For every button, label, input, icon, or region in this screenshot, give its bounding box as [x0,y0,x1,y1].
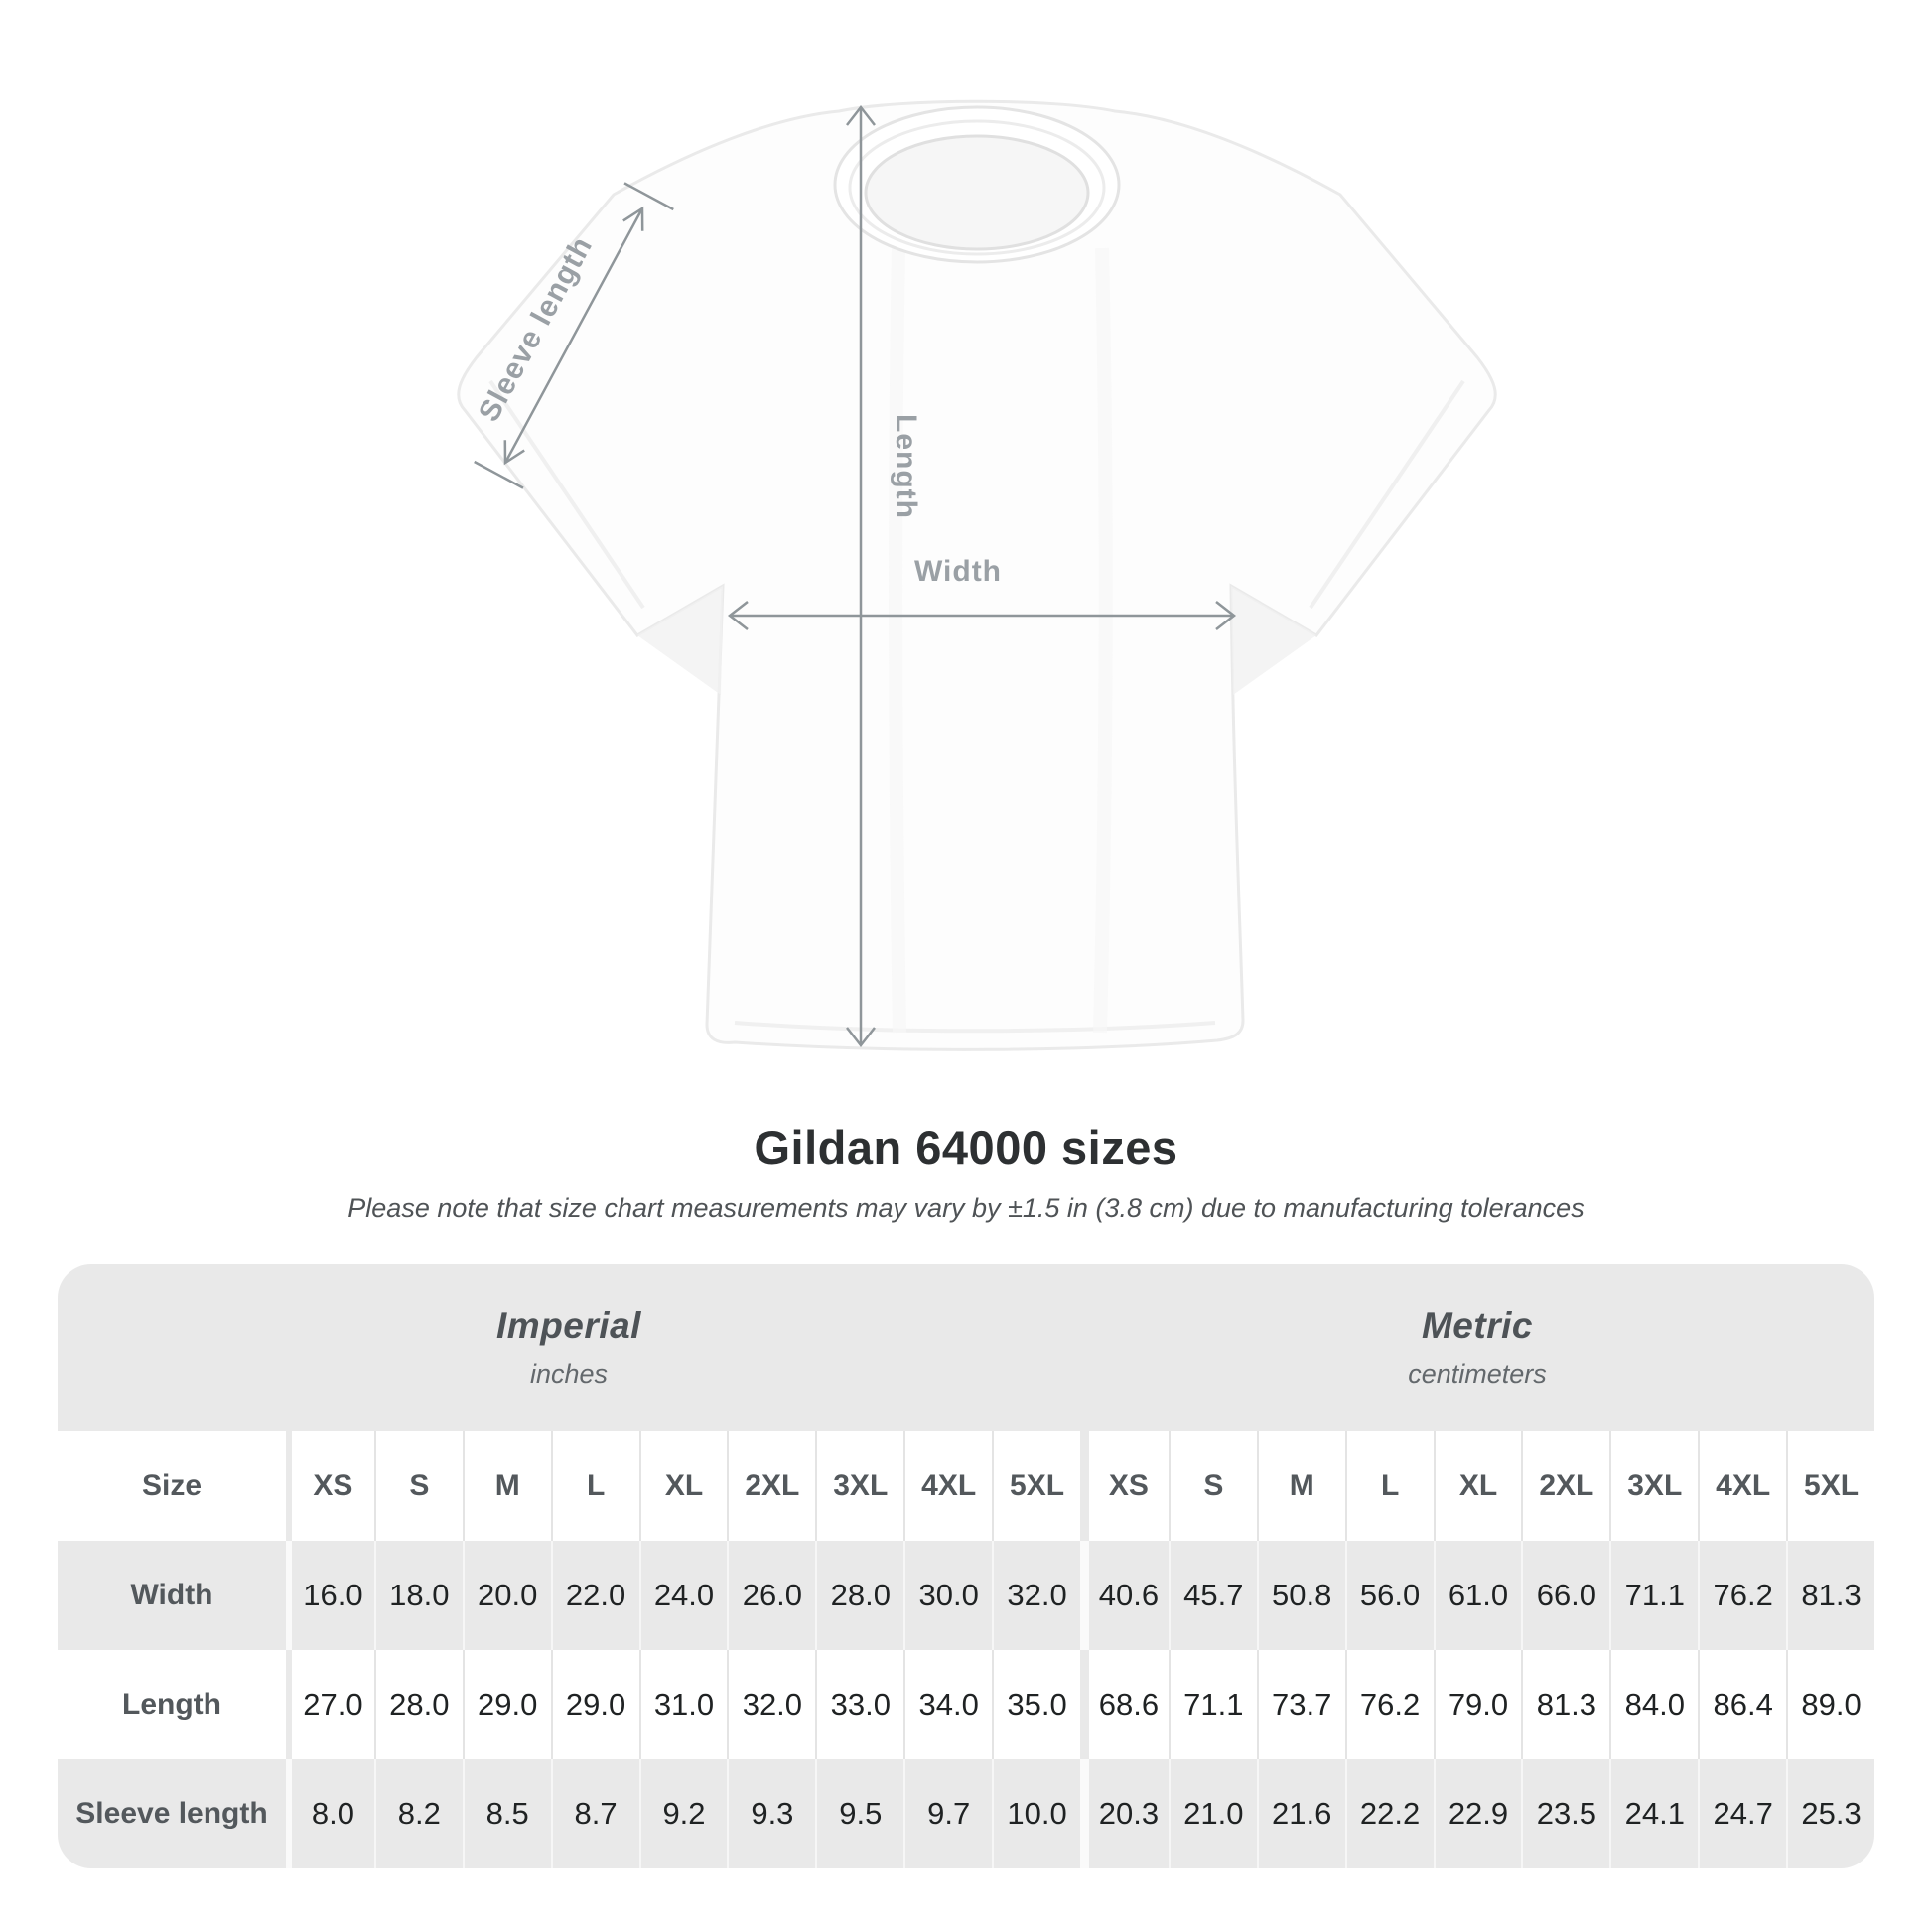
metric-value-cell: 61.0 [1434,1541,1522,1650]
imperial-title: Imperial [496,1305,641,1346]
size-column-header-metric: 5XL [1786,1431,1874,1541]
imperial-group-header [58,1264,1080,1431]
metric-value-cell: 81.3 [1786,1541,1874,1650]
size-column-header-metric: L [1345,1431,1434,1541]
imperial-value-cell: 8.0 [286,1759,374,1868]
metric-value-cell: 73.7 [1257,1650,1345,1759]
metric-value-cell: 84.0 [1609,1650,1698,1759]
imperial-value-cell: 18.0 [374,1541,463,1650]
imperial-value-cell: 24.0 [639,1541,728,1650]
size-column-header-metric: 3XL [1609,1431,1698,1541]
imperial-value-cell: 26.0 [727,1541,815,1650]
size-column-header-imperial: S [374,1431,463,1541]
imperial-unit: inches [529,1358,609,1389]
imperial-value-cell: 35.0 [992,1650,1080,1759]
metric-value-cell: 45.7 [1169,1541,1257,1650]
size-column-header-imperial: 4XL [903,1431,992,1541]
imperial-value-cell: 8.5 [463,1759,551,1868]
metric-value-cell: 23.5 [1521,1759,1609,1868]
metric-value-cell: 76.2 [1698,1541,1786,1650]
size-column-header-imperial: L [551,1431,639,1541]
metric-value-cell: 81.3 [1521,1650,1609,1759]
imperial-value-cell: 28.0 [374,1650,463,1759]
metric-value-cell: 56.0 [1345,1541,1434,1650]
page-title: Gildan 64000 sizes [754,1121,1178,1173]
metric-value-cell: 71.1 [1169,1650,1257,1759]
metric-unit: centimeters [1408,1358,1547,1389]
imperial-value-cell: 9.7 [903,1759,992,1868]
metric-group-header [1080,1264,1874,1431]
imperial-value-cell: 29.0 [463,1650,551,1759]
tshirt-collar [835,107,1119,262]
imperial-value-cell: 8.7 [551,1759,639,1868]
tolerance-note: Please note that size chart measurements may vary by ±1.5 in (3.8 cm) due to manufacturing tolerances [347,1193,1585,1223]
metric-value-cell: 86.4 [1698,1650,1786,1759]
size-chart-card [58,1264,1874,1868]
metric-value-cell: 89.0 [1786,1650,1874,1759]
metric-value-cell: 76.2 [1345,1650,1434,1759]
metric-title: Metric [1421,1305,1533,1346]
metric-value-cell: 79.0 [1434,1650,1522,1759]
size-chart-table [58,1264,1874,1868]
metric-value-cell: 20.3 [1080,1759,1169,1868]
metric-value-cell: 25.3 [1786,1759,1874,1868]
imperial-value-cell: 32.0 [727,1650,815,1759]
length-label: Length [890,414,922,519]
metric-value-cell: 50.8 [1257,1541,1345,1650]
size-corner-header: Size [58,1431,286,1541]
imperial-value-cell: 22.0 [551,1541,639,1650]
size-column-header-imperial: 2XL [727,1431,815,1541]
imperial-value-cell: 31.0 [639,1650,728,1759]
metric-value-cell: 71.1 [1609,1541,1698,1650]
imperial-value-cell: 30.0 [903,1541,992,1650]
size-column-header-imperial: 5XL [992,1431,1080,1541]
metric-value-cell: 40.6 [1080,1541,1169,1650]
metric-value-cell: 22.2 [1345,1759,1434,1868]
metric-value-cell: 68.6 [1080,1650,1169,1759]
measurement-row-label: Sleeve length [75,1797,268,1830]
size-column-header-imperial: XS [286,1431,374,1541]
size-column-header-metric: 2XL [1521,1431,1609,1541]
metric-value-cell: 66.0 [1521,1541,1609,1650]
size-column-header-imperial: XL [639,1431,728,1541]
imperial-value-cell: 33.0 [815,1650,903,1759]
size-column-header-metric: XS [1080,1431,1169,1541]
imperial-value-cell: 27.0 [286,1650,374,1759]
metric-value-cell: 24.7 [1698,1759,1786,1868]
measurement-row-label: Width [130,1579,213,1611]
imperial-value-cell: 9.3 [727,1759,815,1868]
size-column-header-imperial: M [463,1431,551,1541]
size-column-header-metric: S [1169,1431,1257,1541]
width-label: Width [913,555,1003,588]
metric-value-cell: 21.0 [1169,1759,1257,1868]
imperial-value-cell: 10.0 [992,1759,1080,1868]
imperial-value-cell: 9.5 [815,1759,903,1868]
size-column-header-metric: 4XL [1698,1431,1786,1541]
size-column-header-metric: M [1257,1431,1345,1541]
size-column-header-imperial: 3XL [815,1431,903,1541]
imperial-value-cell: 8.2 [374,1759,463,1868]
imperial-value-cell: 32.0 [992,1541,1080,1650]
imperial-value-cell: 20.0 [463,1541,551,1650]
size-column-header-metric: XL [1434,1431,1522,1541]
imperial-value-cell: 28.0 [815,1541,903,1650]
imperial-value-cell: 29.0 [551,1650,639,1759]
metric-value-cell: 22.9 [1434,1759,1522,1868]
metric-value-cell: 21.6 [1257,1759,1345,1868]
measurement-row-label: Length [58,1650,286,1759]
metric-value-cell: 24.1 [1609,1759,1698,1868]
imperial-value-cell: 9.2 [639,1759,728,1868]
sleeve-length-label: Sleeve length [472,230,600,428]
imperial-value-cell: 16.0 [286,1541,374,1650]
imperial-value-cell: 34.0 [903,1650,992,1759]
